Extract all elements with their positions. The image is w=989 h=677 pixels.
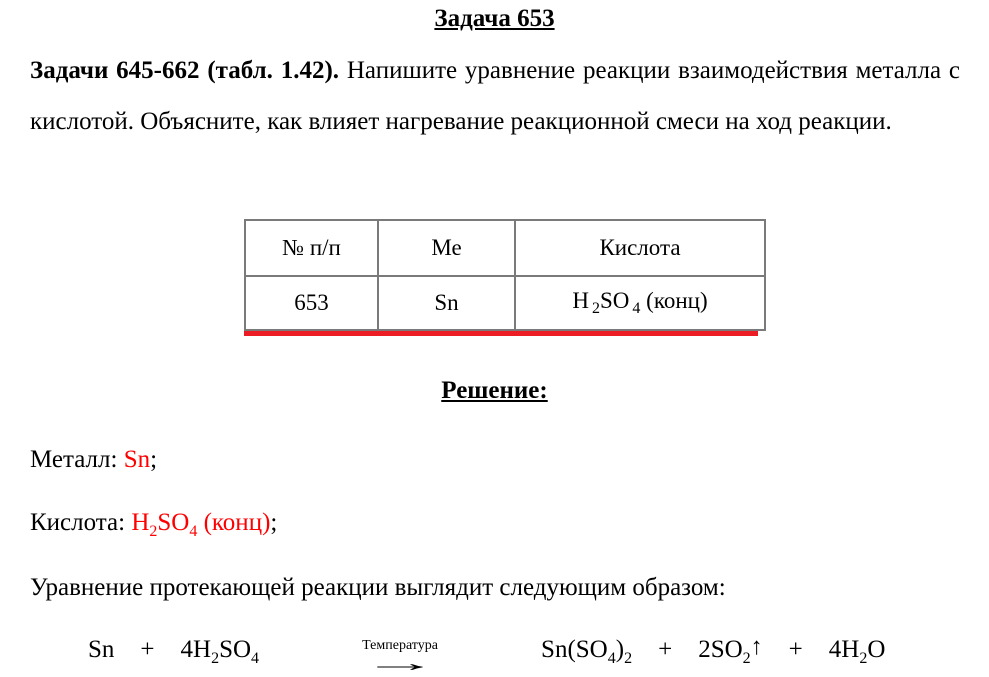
cell-problem-number: 653 <box>245 276 378 330</box>
cell-metal: Sn <box>378 276 515 330</box>
reaction-arrow-group <box>315 636 485 677</box>
equation-intro-line: Уравнение протекающей реакции выглядит следующим образом: <box>30 574 726 601</box>
acid-formula-subscript: 2 <box>149 523 158 540</box>
equation-rhs-gas <box>698 636 762 668</box>
formula-part: 2SO <box>698 636 743 663</box>
solution-heading: Решение: <box>441 377 548 404</box>
semicolon: ; <box>150 446 158 473</box>
cell-acid <box>515 276 765 330</box>
conditions-table <box>244 219 766 331</box>
task-description-text: Напишите уравнение реакции взаимодействия металла с кислотой. Объясните, как влияет нагревание реакционной смеси на ход реакции. <box>30 57 961 135</box>
formula-part: Sn <box>541 636 568 663</box>
formula-part: O <box>867 636 886 663</box>
equation-rhs-salt <box>541 636 632 668</box>
table-red-underline <box>244 331 758 336</box>
formula-part: SO <box>219 636 252 663</box>
formula-part: 4H <box>828 636 860 663</box>
table-header-number: № п/п <box>245 220 378 276</box>
equation-lhs-acid <box>181 636 260 668</box>
formula-part: (SO <box>567 636 608 663</box>
task-range-lead: Задачи 645-662 (табл. 1.42). <box>30 57 340 84</box>
acid-value <box>131 509 271 540</box>
task-description <box>30 45 960 147</box>
metal-line <box>30 446 157 474</box>
plus-sign: + <box>788 636 803 663</box>
metal-label: Металл: <box>30 446 124 473</box>
table-row <box>245 276 765 330</box>
formula-subscript: 2 <box>624 650 633 667</box>
conditions-table-block <box>244 219 758 336</box>
reaction-arrow-icon: → <box>361 651 439 677</box>
formula-subscript: 2 <box>211 650 220 667</box>
metal-value: Sn <box>123 446 151 473</box>
plus-sign: + <box>140 636 155 663</box>
table-header-metal: Ме <box>378 220 515 276</box>
equation-rhs-water <box>829 636 886 668</box>
table-header-acid: Кислота <box>515 220 765 276</box>
formula-part: 4H <box>180 636 212 663</box>
problem-title: Задача 653 <box>434 5 555 32</box>
reaction-equation <box>88 634 886 677</box>
acid-formula-subscript: 4 <box>632 300 641 318</box>
formula-part: ) <box>615 636 625 663</box>
formula-subscript: 4 <box>607 650 616 667</box>
plus-sign: + <box>658 636 673 663</box>
temperature-label: Температура <box>362 638 438 653</box>
acid-formula-part: SO <box>157 509 190 536</box>
semicolon: ; <box>270 509 278 536</box>
acid-formula-suffix: (конц) <box>640 287 708 313</box>
acid-label: Кислота: <box>30 509 132 536</box>
acid-formula-part: H <box>131 509 150 536</box>
table-header-row <box>245 220 765 276</box>
acid-formula-subscript: 2 <box>592 300 600 318</box>
formula-subscript: 4 <box>251 650 260 667</box>
acid-formula-subscript: 4 <box>189 523 198 540</box>
acid-formula-suffix: (конц) <box>197 509 271 536</box>
acid-formula-part: H <box>572 287 589 313</box>
acid-line <box>30 509 277 541</box>
equation-lhs-metal: Sn <box>88 636 115 663</box>
acid-formula-part: SO <box>600 287 630 313</box>
gas-up-arrow-icon: ↑ <box>750 634 763 660</box>
formula-subscript: 2 <box>742 650 751 667</box>
formula-subscript: 2 <box>859 650 868 667</box>
